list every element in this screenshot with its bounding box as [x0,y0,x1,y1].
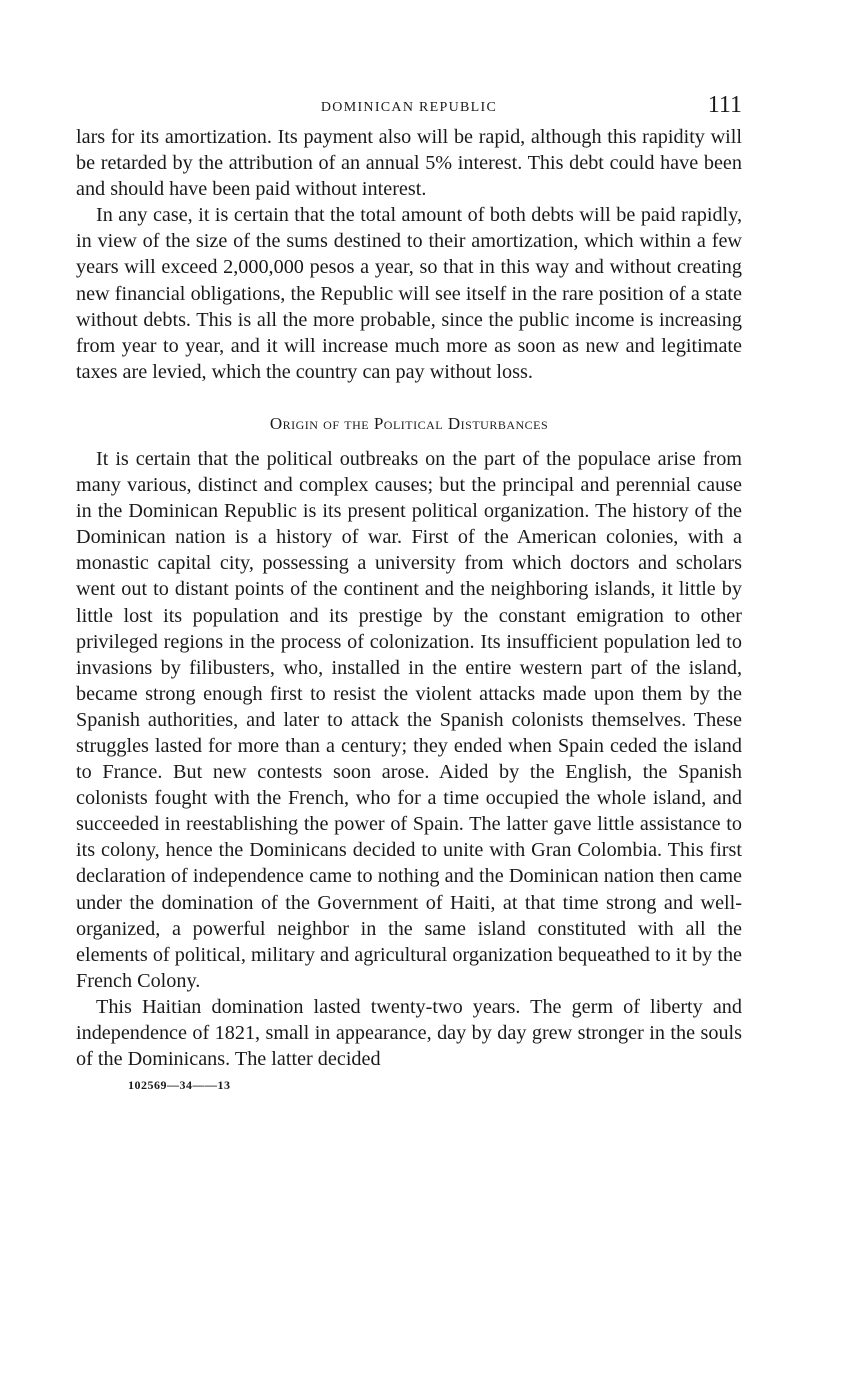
paragraph-history: It is certain that the political outbreaks on the part of the populace arise from many various, distinct and complex causes; but the principal and perennial cause in the Dominican Republic is its present political organization. The history of the Dominican nation is a history of war. First of the American colonies, with a monastic capital city, possessing a university from which doctors and scholars went out to distant points of the continent and the neighboring islands, it little by little lost its population and its prestige by the constant emigration to other privileged regions in the process of colonization. Its insufficient population led to invasions by filibusters, who, installed in the entire western part of the island, became strong enough first to resist the violent attacks made upon them by the Spanish authorities, and later to attack the Spanish colonists themselves. These struggles lasted for more than a century; they ended when Spain ceded the island to France. But new contests soon arose. Aided by the English, the Spanish colonists fought with the French, who for a time occupied the whole island, and succeeded in reestablishing the power of Spain. The latter gave little assistance to its colony, hence the Dominicans decided to unite with Gran Colombia. This first declaration of independence came to nothing and the Dominican nation then came under the domination of the Government of Haiti, at that time strong and well-organized, a powerful neighbor in the same island constituted with all the elements of political, military and agricultural organization bequeathed to it by the French Colony. [76,447,742,992]
paragraph-haitian-domination: This Haitian domination lasted twenty-two years. The germ of liberty and independence of 1821, small in appearance, day by day grew stronger in the souls of the Dominicans. The latter decided [76,995,742,1071]
paragraph-debts: In any case, it is certain that the total amount of both debts will be paid rapidly, in view of the size of the sums destined to their amortization, which within a few years will exceed 2,000,000 pesos a year, so that in this way and without creating new financial obligations, the Republic will see itself in the rare position of a state without debts. This is all the more probable, since the public income is increasing from year to year, and it will increase much more as soon as new and legitimate taxes are levied, which the country can pay without loss. [76,204,742,383]
running-title: DOMINICAN REPUBLIC [320,100,498,115]
paragraph-continuation: lars for its amortization. Its payment also will be rapid, although this rapidity will be retarded by the attribution of an annual 5% interest. This debt could have been and should have been paid without interest. [76,126,742,201]
page-number: 111 [707,92,742,118]
document-page [76,92,742,1093]
printer-code: 102569—34——13 [128,1078,231,1093]
section-heading: Origin of the Political Disturbances [269,413,549,433]
running-head [76,92,742,124]
